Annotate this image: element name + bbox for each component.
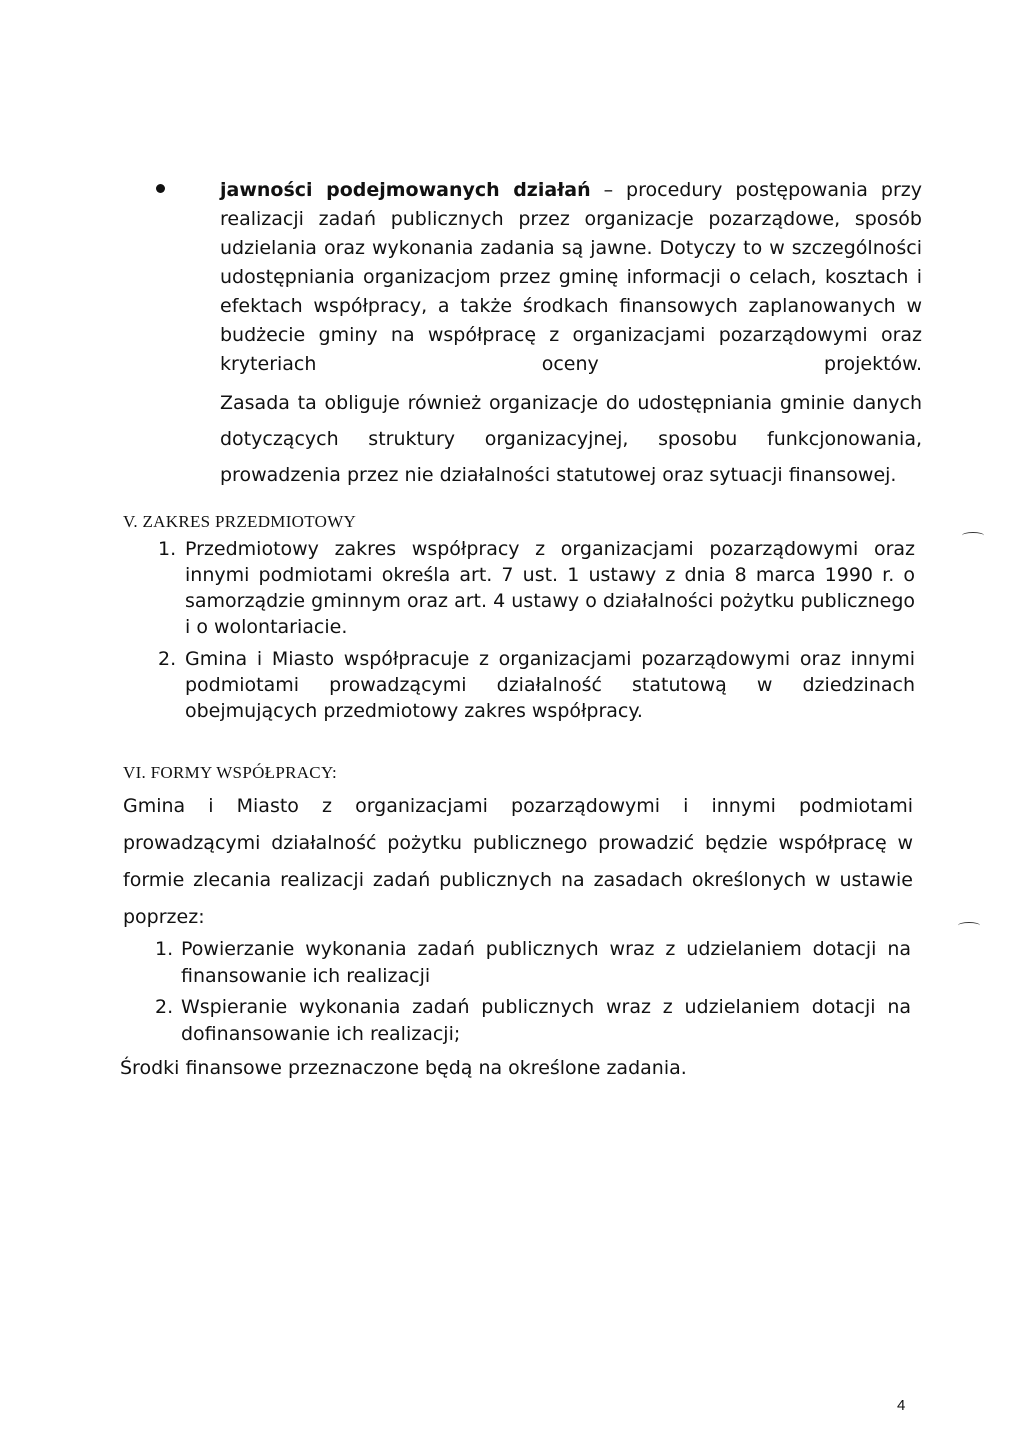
section-heading-formy: VI. FORMY WSPÓŁPRACY: — [123, 763, 337, 782]
bullet-paragraph — [220, 176, 922, 379]
closing-sentence: Środki finansowe przeznaczone będą na określone zadania. — [120, 1057, 687, 1079]
section-heading-zakres: V. ZAKRES PRZEDMIOTOWY — [123, 512, 357, 531]
page-number: 4 — [897, 1397, 906, 1414]
bullet-body: – procedury postępowania przy realizacji zadań publicznych przez organizacje pozarządowe, sposób udzielania oraz wykonania zadania są jawne. Dotyczy to w szczególności udostępniania organizacjom przez gminę informacji o celach, kosztach i efektach współpracy, a także środkach finansowych zaplanowanych w budżecie gminy na współpracę z organizacjami pozarządowymi oraz kryteriach oceny projektów. — [220, 179, 922, 375]
margin-mark — [958, 922, 980, 929]
list-item-number: 1. — [155, 938, 174, 960]
list-item-number: 1. — [158, 538, 177, 560]
bullet-item-jawnosc — [160, 176, 922, 493]
zakres-list — [158, 536, 915, 730]
formy-intro-paragraph: Gmina i Miasto z organizacjami pozarządowymi i innymi podmiotami prowadzącymi działalność pożytku publicznego prowadzić będzie współpracę w formie zlecania realizacji zadań publicznych na zasadach określonych w ustawie poprzez: — [123, 795, 913, 928]
bullet-lead: jawności podejmowanych działań — [220, 179, 591, 201]
list-item — [158, 646, 915, 724]
bullet-dot — [156, 184, 165, 193]
list-item-text: Powierzanie wykonania zadań publicznych wraz z udzielaniem dotacji na finansowanie ich realizacji — [181, 938, 911, 987]
list-item — [158, 536, 915, 640]
list-item-text: Przedmiotowy zakres współpracy z organizacjami pozarządowymi oraz innymi podmiotami określa art. 7 ust. 1 ustawy z dnia 8 marca 1990 r. o samorządzie gminnym oraz art. 4 ustawy o działalności pożytku publicznego i o wolontariacie. — [185, 538, 915, 638]
margin-mark — [962, 532, 984, 539]
formy-list — [155, 936, 911, 1052]
list-item-number: 2. — [155, 996, 174, 1018]
list-item — [155, 994, 911, 1048]
list-item-text: Wspieranie wykonania zadań publicznych wraz z udzielaniem dotacji na dofinansowanie ich realizacji; — [181, 996, 911, 1045]
bullet-paragraph-2: Zasada ta obliguje również organizacje do udostępniania gminie danych dotyczących struktury organizacyjnej, sposobu funkcjonowania, prowadzenia przez nie działalności statutowej oraz sytuacji finansowej. — [220, 392, 922, 486]
list-item-text: Gmina i Miasto współpracuje z organizacjami pozarządowymi oraz innymi podmiotami prowadzącymi działalność statutową w dziedzinach obejmujących przedmiotowy zakres współpracy. — [185, 648, 915, 722]
list-item-number: 2. — [158, 648, 177, 670]
list-item — [155, 936, 911, 990]
